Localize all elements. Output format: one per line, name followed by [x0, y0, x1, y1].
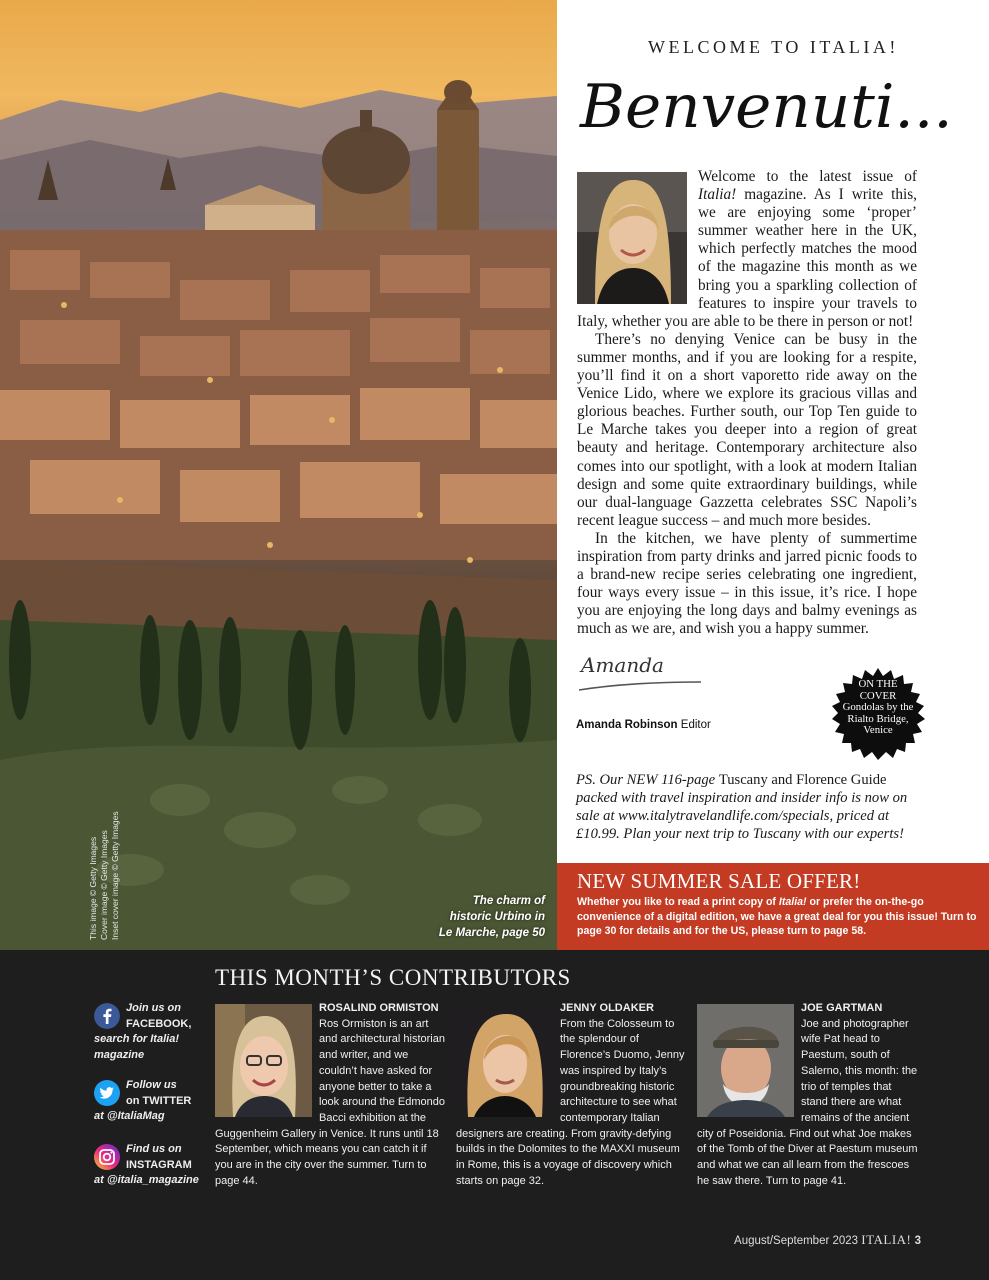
- contributor-joe-gartman: [697, 1001, 921, 1189]
- contributor-photo: [215, 1004, 312, 1117]
- social-facebook[interactable]: [94, 1001, 209, 1063]
- social-twitter[interactable]: [94, 1078, 209, 1125]
- social-instagram[interactable]: [94, 1142, 209, 1189]
- summer-sale-offer[interactable]: [557, 863, 989, 950]
- badge-line: ON THE: [858, 678, 898, 690]
- photo-credits: [88, 811, 121, 940]
- ps-text: packed with travel inspiration and insider info is now on sale at www.italytravelandlife.com/specials, priced at £10.99. Plan your next trip to Tuscany with our experts!: [576, 790, 908, 842]
- social-line: at @italia_magazine: [94, 1174, 199, 1186]
- letter-paragraph: In the kitchen, we have plenty of summertime inspiration from party drinks and jarred picnic foods to a brand-new recipe series celebrating one ingredient, four ways every issue – in this issue, it’s rice. I hope you are enjoying the long days and balmy evenings as much as we are, and wish you a happy summer.: [577, 529, 917, 638]
- social-line: on TWITTER: [126, 1094, 192, 1107]
- contributor-jenny-oldaker: [456, 1001, 687, 1189]
- letter-text: magazine. As I write this, we are enjoying some ‘proper’ summer weather here in the UK, which perfectly matches the mood of the magazine this month as we bring you a sparkling collection of features to inspire your travels to Italy, whether you are able to be there in person or not!: [577, 186, 917, 330]
- letter-paragraph: There’s no denying Venice can be busy in the summer months, and if you are looking for a respite, you’ll find it on a short vaporetto ride away on the Venice Lido, where we explore its gracious villas and glorious beaches. Further south, our Top Ten guide to Le Marche takes you deeper into a region of great beauty and heritage. Contemporary architecture also comes into our spotlight, with a look at modern Italian design and some quite extraordinary buildings, while our dual-language Gazzetta celebrates SSC Napoli’s recent league success – and much more besides.: [577, 330, 917, 529]
- badge-line: Venice: [863, 724, 893, 737]
- instagram-icon: [94, 1144, 120, 1170]
- facebook-icon: [94, 1003, 120, 1029]
- photo-credit-line: This image © Getty Images: [88, 836, 98, 940]
- photo-credit-line: Cover image © Getty Images: [99, 830, 109, 940]
- offer-title: NEW SUMMER SALE OFFER!: [577, 869, 861, 893]
- letter-text: Welcome to the latest issue of: [698, 168, 917, 185]
- caption-line: historic Urbino in: [449, 911, 545, 923]
- social-line: Join us on: [126, 1002, 181, 1014]
- photo-caption: [385, 893, 545, 941]
- badge-text: [831, 679, 925, 737]
- editor-credit: [576, 719, 711, 731]
- ps-note: [576, 771, 918, 843]
- page-title: Benvenuti...: [580, 72, 953, 142]
- caption-line: The charm of: [472, 895, 545, 907]
- magazine-name: Italia!: [778, 896, 807, 908]
- contributor-name: ROSALIND ORMISTON: [319, 1002, 439, 1014]
- editor-role: Editor: [680, 719, 711, 731]
- issue-date: August/September 2023: [734, 1235, 859, 1247]
- ps-text: PS. Our NEW 116-page: [576, 772, 719, 788]
- social-line: at @ItaliaMag: [94, 1110, 165, 1122]
- signature-text: Amanda: [581, 653, 664, 677]
- photo-credit-line: Inset cover image © Getty Images: [110, 811, 120, 940]
- social-line: Find us on: [126, 1143, 182, 1155]
- editor-letter: [577, 168, 917, 638]
- magazine-brand: ITALIA!: [861, 1232, 912, 1247]
- editor-signature: [577, 652, 707, 694]
- page-number: 3: [914, 1235, 921, 1247]
- twitter-icon: [94, 1080, 120, 1106]
- social-line: INSTAGRAM: [126, 1158, 192, 1171]
- offer-body: [577, 895, 979, 939]
- contributor-name: JOE GARTMAN: [801, 1002, 883, 1014]
- contributor-bio: Ros Ormiston is an art and architectural historian and writer, and we couldn’t have asked for anyone better to take a look around the Edmondo Bacci exhibition at the Guggenheim Gallery in Venice. It runs until 18 September, which means you can catch it if you are in the city over the summer. Turn to page 44.: [215, 1017, 445, 1187]
- guide-title: Tuscany and Florence Guide: [718, 772, 887, 788]
- contributor-photo: [697, 1004, 794, 1117]
- contributor-rosalind-ormiston: [215, 1001, 445, 1189]
- social-line: FACEBOOK,: [126, 1017, 192, 1030]
- contributor-bio: From the Colosseum to the splendour of Florence’s Duomo, Jenny was inspired by Italy’s groundbreaking historic architecture to see what contemporary Italian designers are creating. From gravity-defying builds in the Dolomites to the MAXXI museum in Rome, this is a voyage of discovery which starts on page 32.: [456, 1017, 685, 1187]
- contributor-name: JENNY OLDAKER: [560, 1002, 654, 1014]
- contributor-photo: [456, 1004, 553, 1117]
- social-line: Follow us: [126, 1079, 177, 1091]
- badge-line: COVER: [859, 689, 897, 702]
- contributor-bio: Joe and photographer wife Pat head to Paestum, south of Salerno, this month: the trio of temples that stand there are what remains of the ancient city of Poseidonia. Find out what Joe makes of the Tomb of the Diver at Paestum museum and what we can all learn from the frescoes he saw there. Turn to page 41.: [697, 1017, 918, 1187]
- editor-name: Amanda Robinson: [576, 719, 678, 731]
- social-line: magazine: [94, 1048, 145, 1061]
- on-the-cover-badge: [831, 668, 925, 762]
- portrait-spacer: [577, 168, 698, 305]
- badge-line: Rialto Bridge,: [847, 712, 909, 725]
- cover-photo-urbino: [0, 0, 557, 950]
- social-line: search for Italia!: [94, 1033, 179, 1045]
- magazine-name: Italia!: [698, 186, 737, 204]
- section-kicker: WELCOME TO ITALIA!: [648, 37, 899, 57]
- page-footer: [734, 1232, 921, 1248]
- contributors-section: [0, 950, 989, 1280]
- contributors-title: THIS MONTH’S CONTRIBUTORS: [215, 965, 571, 990]
- badge-line: Gondolas by the: [842, 701, 914, 714]
- caption-line: Le Marche, page 50: [438, 927, 545, 939]
- offer-text: or prefer the on-the-go convenience of a digital edition, we have a great deal for you this issue! Turn to page 30 for details and for the US, please turn to page 58.: [577, 896, 977, 938]
- urbino-illustration: [0, 0, 557, 950]
- offer-text: Whether you like to read a print copy of: [577, 896, 779, 908]
